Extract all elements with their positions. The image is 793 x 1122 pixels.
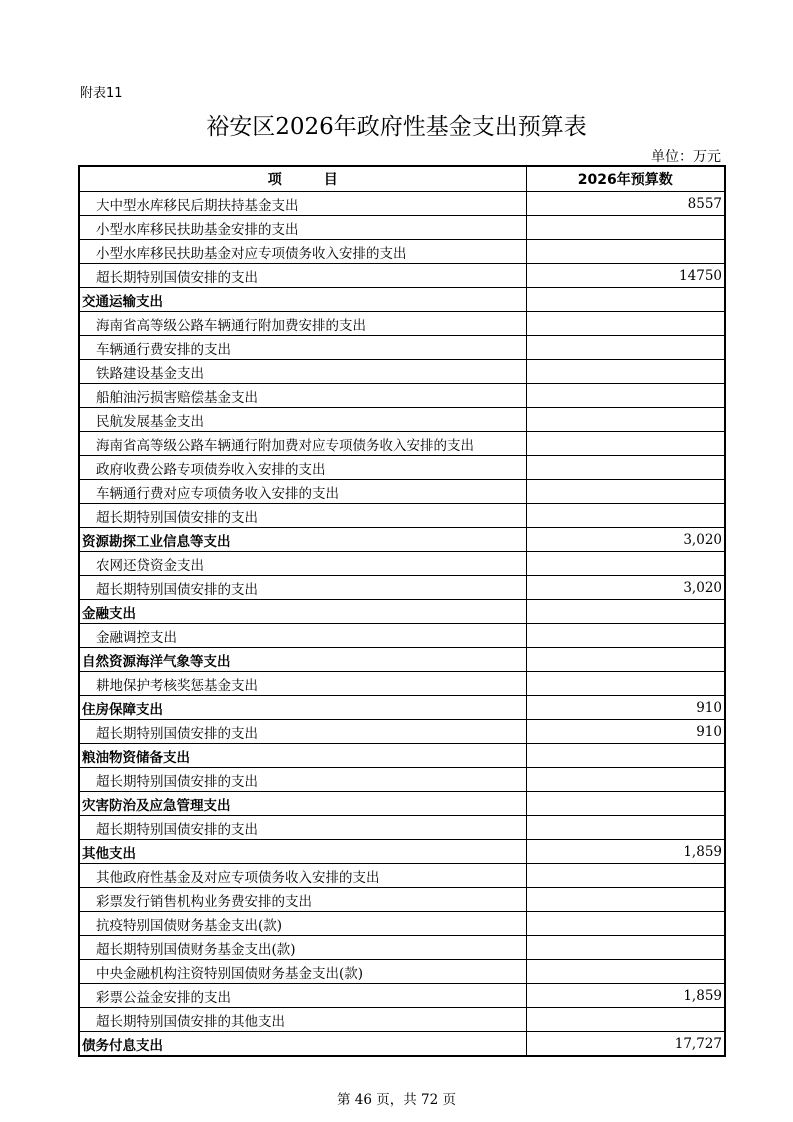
row-value: [526, 936, 725, 960]
table-row: [79, 384, 725, 408]
row-value: 910: [526, 720, 725, 744]
row-name: 农网还贷资金支出: [79, 552, 526, 576]
row-name: 车辆通行费对应专项债务收入安排的支出: [79, 480, 526, 504]
row-name: 超长期特别国债安排的支出: [79, 576, 526, 600]
row-name: 政府收费公路专项债券收入安排的支出: [79, 456, 526, 480]
category-row: [79, 528, 725, 552]
row-value: [526, 480, 725, 504]
row-name: 金融调控支出: [79, 624, 526, 648]
row-value: [526, 792, 725, 816]
row-value: [526, 240, 725, 264]
row-value: 17,727: [526, 1032, 725, 1057]
table-row: [79, 984, 725, 1008]
row-name: 其他支出: [79, 840, 526, 864]
row-name: 超长期特别国债安排的支出: [79, 768, 526, 792]
row-name: 海南省高等级公路车辆通行附加费对应专项债务收入安排的支出: [79, 432, 526, 456]
category-row: [79, 792, 725, 816]
appendix-label: 附表11: [80, 86, 123, 101]
row-value: [526, 408, 725, 432]
row-name: 彩票公益金安排的支出: [79, 984, 526, 1008]
category-row: [79, 840, 725, 864]
page-title: 裕安区2026年政府性基金支出预算表: [206, 114, 587, 140]
table-row: [79, 624, 725, 648]
row-name: 小型水库移民扶助基金对应专项债务收入安排的支出: [79, 240, 526, 264]
table-row: [79, 960, 725, 984]
table-row: [79, 816, 725, 840]
row-name: 抗疫特别国债财务基金支出(款): [79, 912, 526, 936]
row-name: 铁路建设基金支出: [79, 360, 526, 384]
table-row: [79, 720, 725, 744]
row-value: [526, 432, 725, 456]
row-value: [526, 216, 725, 240]
budget-table: [78, 165, 726, 1057]
row-name: 超长期特别国债安排的支出: [79, 504, 526, 528]
table-row: [79, 480, 725, 504]
table-header-row: [79, 166, 725, 192]
table-row: [79, 936, 725, 960]
row-name: 其他政府性基金及对应专项债务收入安排的支出: [79, 864, 526, 888]
table-row: [79, 864, 725, 888]
row-value: [526, 552, 725, 576]
unit-label: 单位：万元: [651, 149, 721, 165]
row-name: 灾害防治及应急管理支出: [79, 792, 526, 816]
row-name: 超长期特别国债安排的支出: [79, 264, 526, 288]
row-value: [526, 360, 725, 384]
table-row: [79, 768, 725, 792]
row-value: [526, 816, 725, 840]
row-name: 彩票发行销售机构业务费安排的支出: [79, 888, 526, 912]
table-row: [79, 408, 725, 432]
row-value: 1,859: [526, 840, 725, 864]
row-name: 超长期特别国债财务基金支出(款): [79, 936, 526, 960]
row-value: [526, 768, 725, 792]
row-value: [526, 504, 725, 528]
row-name: 车辆通行费安排的支出: [79, 336, 526, 360]
category-row: [79, 1032, 725, 1057]
category-row: [79, 600, 725, 624]
row-value: 1,859: [526, 984, 725, 1008]
row-value: [526, 384, 725, 408]
row-name: 民航发展基金支出: [79, 408, 526, 432]
row-value: 8557: [526, 192, 725, 216]
table-row: [79, 1008, 725, 1032]
row-name: 小型水库移民扶助基金安排的支出: [79, 216, 526, 240]
row-name: 大中型水库移民后期扶持基金支出: [79, 192, 526, 216]
header-budget: 2026年预算数: [526, 166, 725, 192]
row-value: [526, 456, 725, 480]
row-name: 住房保障支出: [79, 696, 526, 720]
row-name: 超长期特别国债安排的支出: [79, 816, 526, 840]
row-value: [526, 624, 725, 648]
row-name: 金融支出: [79, 600, 526, 624]
category-row: [79, 744, 725, 768]
row-name: 耕地保护考核奖惩基金支出: [79, 672, 526, 696]
table-row: [79, 336, 725, 360]
row-name: 交通运输支出: [79, 288, 526, 312]
row-value: 14750: [526, 264, 725, 288]
row-value: 3,020: [526, 576, 725, 600]
table-row: [79, 912, 725, 936]
row-value: [526, 336, 725, 360]
table-row: [79, 264, 725, 288]
row-name: 超长期特别国债安排的支出: [79, 720, 526, 744]
row-name: 粮油物资储备支出: [79, 744, 526, 768]
row-name: 海南省高等级公路车辆通行附加费安排的支出: [79, 312, 526, 336]
row-name: 超长期特别国债安排的其他支出: [79, 1008, 526, 1032]
row-name: 自然资源海洋气象等支出: [79, 648, 526, 672]
table-row: [79, 432, 725, 456]
row-value: [526, 888, 725, 912]
row-name: 债务付息支出: [79, 1032, 526, 1057]
table-row: [79, 192, 725, 216]
row-value: [526, 672, 725, 696]
row-name: 资源勘探工业信息等支出: [79, 528, 526, 552]
table-row: [79, 552, 725, 576]
row-value: [526, 600, 725, 624]
header-item: 项 目: [79, 166, 526, 192]
table-row: [79, 216, 725, 240]
page-footer: 第 46 页，共 72 页: [336, 1092, 457, 1108]
table-row: [79, 672, 725, 696]
table-row: [79, 576, 725, 600]
category-row: [79, 648, 725, 672]
row-name: 中央金融机构注资特别国债财务基金支出(款): [79, 960, 526, 984]
row-value: 910: [526, 696, 725, 720]
row-value: [526, 1008, 725, 1032]
table-row: [79, 504, 725, 528]
row-value: [526, 912, 725, 936]
row-value: [526, 312, 725, 336]
row-value: [526, 648, 725, 672]
table-row: [79, 888, 725, 912]
row-value: [526, 960, 725, 984]
row-name: 船舶油污损害赔偿基金支出: [79, 384, 526, 408]
row-value: [526, 288, 725, 312]
table-row: [79, 240, 725, 264]
row-value: [526, 864, 725, 888]
row-value: 3,020: [526, 528, 725, 552]
category-row: [79, 696, 725, 720]
table-row: [79, 456, 725, 480]
category-row: [79, 288, 725, 312]
row-value: [526, 744, 725, 768]
table-row: [79, 360, 725, 384]
table-row: [79, 312, 725, 336]
